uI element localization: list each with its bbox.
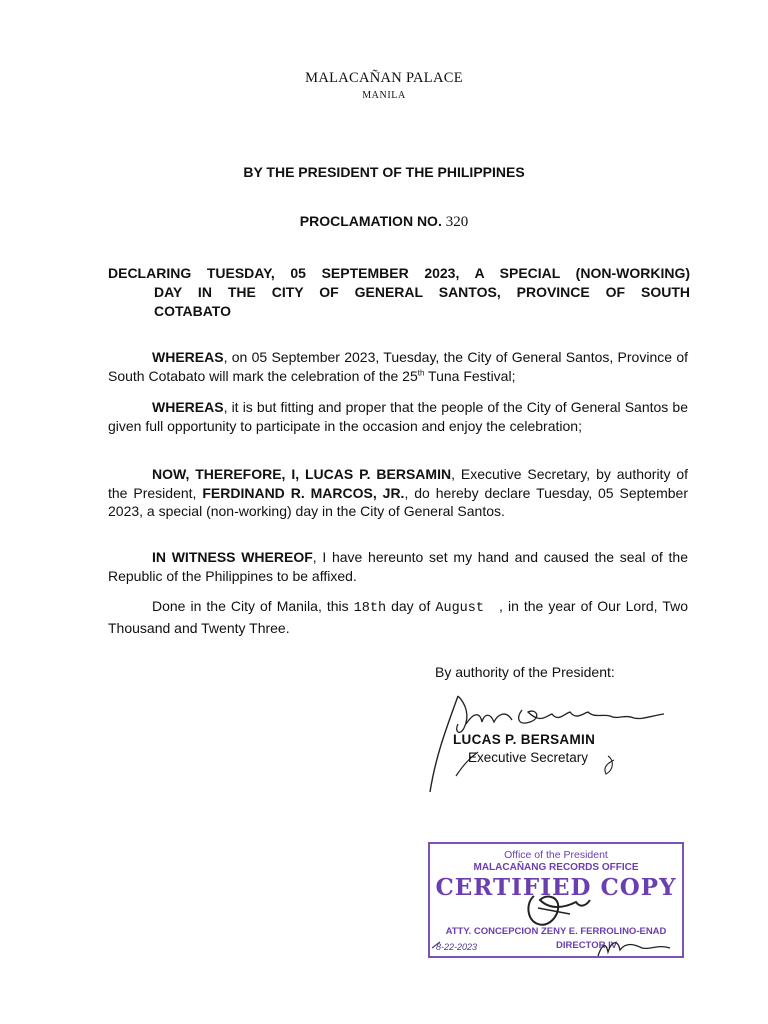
p5-text-c: , in the year of Our Lord, Two Thousand and Twenty Three. [108,598,689,636]
proclamation-heading [0,213,768,231]
stamp-handwritten-initials [430,844,686,960]
proclamation-label: PROCLAMATION NO. [299,213,442,229]
p4-lead: IN WITNESS WHEREOF [152,549,313,565]
p5-text-a: Done in the City of Manila, this [152,598,354,614]
p1-lead: WHEREAS [152,349,224,365]
month-fill: August [435,601,484,616]
president-line: BY THE PRESIDENT OF THE PHILIPPINES [243,164,525,180]
proclamation-number: 320 [445,214,469,230]
title-line-2: DAY IN THE CITY OF GENERAL SANTOS, PROVINCE OF SOUTH [154,284,690,300]
stamp-office: Office of the President [504,849,608,861]
day-fill: 18th [353,601,387,616]
title-line-1: DECLARING TUESDAY, 05 SEPTEMBER 2023, A SPECIAL (NON-WORKING) [108,265,690,281]
done-paragraph [108,597,688,637]
president-name: FERDINAND R. MARCOS, JR. [202,484,405,501]
p5-text-b: day of [386,598,436,614]
p1-text-a: , on 05 September 2023, Tuesday, the City of General Santos, Province of South Cotabato will mark the celebration of the 25 [108,349,688,384]
stamp-attorney: ATTY. CONCEPCION ZENY E. FERROLINO-ENAD [445,926,667,937]
stamp-certified-copy: CERTIFIED COPY [435,874,677,901]
authority-line: By authority of the President: [435,664,615,680]
title-line-3: COTABATO [154,303,231,319]
witness-paragraph [108,548,688,585]
p2-text: , it is but fitting and proper that the people of the City of General Santos be given full opportunity to participate in the occasion and enjoy the celebration; [108,399,688,434]
stamp-date: 8-22-2023 [436,942,478,952]
stamp-records-office: MALACAÑANG RECORDS OFFICE [473,862,639,873]
signer-title: Executive Secretary [468,750,589,765]
p1-text-b: Tuna Festival; [424,367,516,384]
whereas-paragraph-2 [108,398,688,435]
certified-copy-stamp [428,842,684,958]
proclamation-title [108,264,690,321]
palace-city: MANILA [362,90,406,101]
stamp-director: DIRECTOR IV [556,940,618,951]
p3-text-b: , do hereby declare Tuesday, 05 September 2023, a special (non-working) day in the City of General Santos. [108,484,688,519]
p1-superscript: th [417,367,425,377]
declaration-paragraph [108,465,688,521]
p3-lead: NOW, THEREFORE, I, LUCAS P. BERSAMIN [152,466,452,482]
signer-name: LUCAS P. BERSAMIN [453,732,596,747]
whereas-paragraph-1 [108,348,688,385]
p2-lead: WHEREAS [152,399,224,415]
p3-text-a: , Executive Secretary, by authority of the President, [108,466,689,501]
palace-name: MALACAÑAN PALACE [305,70,463,86]
p4-text: , I have hereunto set my hand and caused the seal of the Republic of the Philippines to be affixed. [108,549,688,584]
